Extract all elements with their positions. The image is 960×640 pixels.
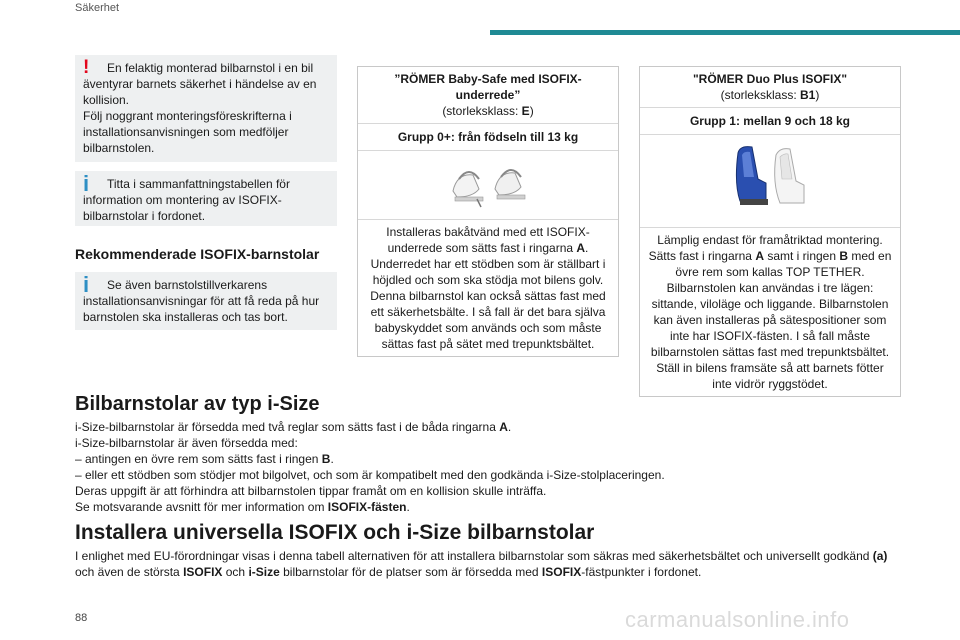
- header-accent-bar: [490, 30, 960, 35]
- isize-line: – antingen en övre rem som sätts fast i ringen B.: [75, 452, 334, 466]
- warning-note: [75, 55, 337, 162]
- watermark: carmanualsonline.info: [625, 607, 850, 632]
- isize-heading: Bilbarnstolar av typ i-Size: [75, 393, 320, 415]
- seat-card-baby-safe: [357, 66, 619, 357]
- seat-title-cell: [358, 67, 618, 124]
- recommended-heading: Rekommenderade ISOFIX-barnstolar: [75, 246, 320, 262]
- baby-seat-image: [358, 151, 618, 220]
- isize-line: Deras uppgift är att förhindra att bilbarnstolen tippar framåt om en kollision skulle inträffa.: [75, 484, 547, 498]
- baby-seat-illustration-icon: [443, 159, 533, 209]
- seat-group: Grupp 0+: från födseln till 13 kg: [358, 124, 618, 151]
- warning-text-2: Följ noggrant monteringsföreskrifterna i installationsanvisningen som medföljer bilbarnstolen.: [83, 109, 292, 155]
- seat-description: Installeras bakåtvänd med ett ISOFIX-underrede som sätts fast i ringarna A. Underredet har ett stödben som är ställbart i höjdled och som ska stödja mot bilens golv. Denna bilbarnstol kan också sättas fast med ett säkerhetsbälte. I så fall är det bara själva babyskyddet som används och som måste sättas fast på sätet med trepunktsbältet.: [370, 225, 606, 351]
- info-note-manufacturer: [75, 272, 337, 330]
- seat-description: Lämplig endast för framåtriktad montering. Sätts fast i ringarna A samt i ringen B med en övre rem som kallas TOP TETHER. Bilbarnstolen kan användas i tre lägen: sittande, viloläge och liggande. Bilbarnstolen kan även installeras på sätespositioner som inte har ISOFIX-fästen. I så fall måste bilbarnstolen sättas fast med trepunktsbältet. Ställ in bilens framsäte så att barnets fötter inte vidrör ryggstödet.: [648, 233, 892, 391]
- seat-group: Grupp 1: mellan 9 och 18 kg: [640, 108, 900, 135]
- child-seat-illustration-icon: [730, 143, 810, 213]
- page-number: 88: [75, 612, 88, 624]
- isize-line: – eller ett stödben som stödjer mot bilgolvet, och som är kompatibelt med den godkända i-Size-stolplaceringen.: [75, 468, 665, 482]
- isize-line: i-Size-bilbarnstolar är försedda med två reglar som sätts fast i de båda ringarna A.: [75, 420, 512, 434]
- seat-title: "RÖMER Duo Plus ISOFIX": [692, 72, 848, 86]
- child-seat-image: [640, 135, 900, 228]
- isize-line: i-Size-bilbarnstolar är även försedda med:: [75, 436, 298, 450]
- info-text-summary: Titta i sammanfattningstabellen för information om montering av ISOFIX-bilbarnstolar i fordonet.: [83, 177, 290, 223]
- info-icon: i: [83, 272, 90, 297]
- isize-line: Se motsvarande avsnitt för mer information om ISOFIX-fästen.: [75, 500, 410, 514]
- exclamation-warning-icon: !: [83, 57, 90, 78]
- isize-body: [75, 419, 905, 515]
- info-note-summary: [75, 171, 337, 226]
- warning-text-1: En felaktig monterad bilbarnstol i en bil äventyrar barnets säkerhet i händelse av en kollision.: [83, 61, 317, 107]
- section-label: Säkerhet: [75, 2, 120, 14]
- seat-title-cell: [640, 67, 900, 108]
- seat-title: ”RÖMER Baby-Safe med ISOFIX-underrede”: [394, 72, 582, 102]
- universal-body: I enlighet med EU-förordningar visas i denna tabell alternativen för att installera bilbarnstolar som säkras med säkerhetsbältet och universellt godkänd (a) och även de största ISOFIX och i-Size bilbarnstolar för de platser som är försedda med ISOFIX-fästpunkter i fordonet.: [75, 549, 888, 579]
- info-icon: i: [83, 171, 90, 196]
- seat-card-duo-plus: [639, 66, 901, 397]
- seat-size-class: (storleksklass: E): [442, 104, 534, 118]
- isofix-link: ISOFIX-fästen: [327, 500, 407, 514]
- universal-heading: Installera universella ISOFIX och i-Size bilbarnstolar: [75, 521, 595, 544]
- seat-size-class: (storleksklass: B1): [720, 88, 820, 102]
- info-text-manufacturer: Se även barnstolstillverkarens installationsanvisningar för att få reda på hur barnstolen ska installeras och tas bort.: [83, 278, 320, 324]
